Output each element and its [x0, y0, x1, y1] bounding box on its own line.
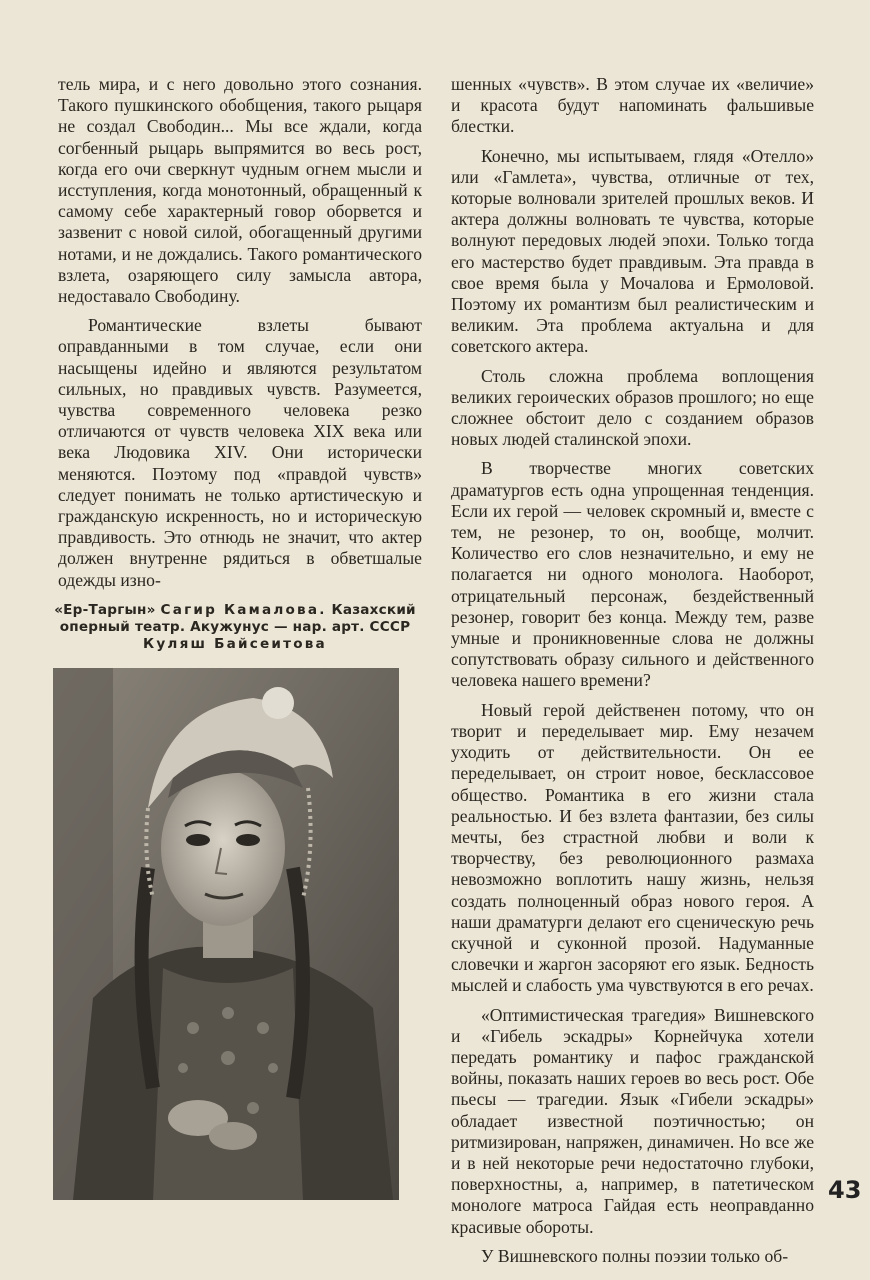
left-paragraph-2: Романтические взлеты бывают оправданными в том случае, если они насыщены идейно и являются результатом сильных, но правдивых чувств. Разумеется, чувства современного человека резко отличаются от чувств человека XIX века или века Людовика XIV. Они исторически меняются. Поэтому под «правдой чувств» следует понимать не только артистическую и гражданскую искренность, но и историческую правдивость. Это отнюдь не значит, что актер должен внутренне рядиться в обветшалые одежды изно-: [58, 315, 422, 590]
right-column: [451, 74, 814, 1267]
right-paragraph-6: «Оптимистическая трагедия» Вишневского и «Гибель эскадры» Корнейчука хотели передать романтику и пафос гражданской войны, показать наших героев во весь рост. Обе пьесы — трагедии. Язык «Гибели эскадры» обладает известной поэтичностью; он ритмизирован, напряжен, динамичен. Но все же и в ней некоторые речи недостаточно глубоки, поверхностны, а, например, в патетическом монологе матроса Гайдая есть неоправданно красивые обороты.: [451, 1004, 814, 1237]
right-paragraph-4: В творчестве многих советских драматургов есть одна упрощенная тенденция. Если их герой — человек скромный и, вместе с тем, не резонер, то он, вообще, молчит. Количество его слов незначительно, и ему не полагается ни одного монолога. Наоборот, отрицательный персонаж, бездейственный резонер, говорит без конца. Между тем, разве умные и проникновенные слова не должны сопутствовать образу сильного и действенного человека нашего времени?: [451, 458, 814, 691]
caption-theater: Казахский: [331, 602, 416, 618]
caption-author: Сагир Камалова.: [160, 602, 327, 618]
caption-line-1: [50, 602, 420, 619]
right-paragraph-3: Столь сложна проблема воплощения великих героических образов прошлого; но еще сложнее обстоит дело с созданием образов новых людей сталинской эпохи.: [451, 365, 814, 450]
portrait-illustration: [53, 668, 399, 1200]
page-number: 43: [828, 1176, 862, 1204]
caption-play-title: «Ер-Таргын»: [54, 602, 156, 618]
left-paragraph-1: тель мира, и с него довольно этого сознания. Такого пушкинского обобщения, такого рыцаря не создал Свободин... Мы все ждали, когда согбенный рыцарь выпрямится во весь рост, когда его очи сверкнут чудным огнем мысли и исступления, когда монотонный, обращенный к самому себе характерный говор оборвется и зазвенит с новой силой, обогащенный другими нотами, и не дождались. Такого романтического взлета, озаряющего силу замысла автора, недоставало Свободину.: [58, 74, 422, 307]
right-paragraph-2: Конечно, мы испытываем, глядя «Отелло» или «Гамлета», чувства, отличные от тех, которые волновали зрителей прошлых веков. И актера должны волновать те чувства, которые волнуют передовых людей эпохи. Только тогда его мастерство будет правдивым. Эта правда в свое время была у Мочалова и Ермоловой. Поэтому их романтизм был реалистическим и великим. Эта проблема актуальна и для советского актера.: [451, 145, 814, 357]
right-paragraph-1: шенных «чувств». В этом случае их «величие» и красота будут напоминать фальшивые блестки.: [451, 74, 814, 137]
stage-portrait-photo: [53, 668, 399, 1200]
caption-line-2: оперный театр. Акужунус — нар. арт. СССР: [59, 619, 411, 635]
right-paragraph-5: Новый герой действенен потому, что он творит и переделывает мир. Ему незачем уходить от действительности. Он ее переделывает, он строит новое, бесклассовое общество. Романтика в его жизни стала реальностью. И без взлета фантазии, без силы мечты, без страстной любви и воли к творчеству, без революционного размаха невозможно воплотить нашу жизнь, нельзя создать полноценный образ нового героя. А наши драматурги делают его сценическую речь скучной и суконной прозой. Надуманные словечки и жаргон засоряют его язык. Бедность мыслей и слабость ума чувствуются в его речах.: [451, 699, 814, 996]
right-paragraph-7: У Вишневского полны поэзии только об-: [481, 1245, 789, 1266]
photo-caption: [50, 602, 420, 653]
caption-line-3: Куляш Байсеитова: [143, 636, 327, 652]
left-column: [58, 74, 422, 591]
